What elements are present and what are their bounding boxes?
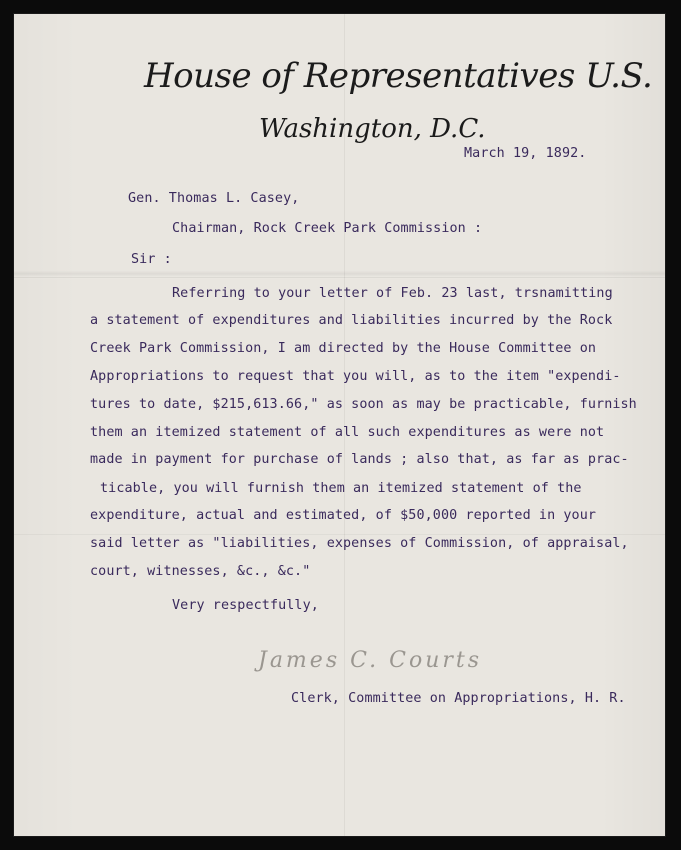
- body-line: ticable, you will furnish them an itemized statement of the: [100, 481, 582, 496]
- body-line: Referring to your letter of Feb. 23 last, trsnamitting: [172, 286, 613, 301]
- fold-crease-lower: [14, 534, 665, 535]
- body-line: Creek Park Commission, I am directed by the House Committee on: [90, 341, 597, 356]
- signer-title: Clerk, Committee on Appropriations, H. R.: [291, 691, 626, 706]
- complimentary-close: Very respectfully,: [172, 598, 319, 613]
- body-line: a statement of expenditures and liabilities incurred by the Rock: [90, 313, 613, 328]
- addressee-name: Gen. Thomas L. Casey,: [128, 191, 300, 206]
- body-line: Appropriations to request that you will, as to the item "expendi-: [90, 369, 621, 384]
- addressee-position: Chairman, Rock Creek Park Commission :: [172, 221, 483, 236]
- body-line: tures to date, $215,613.66," as soon as may be practicable, furnish: [90, 397, 637, 412]
- body-line: court, witnesses, &c., &c.": [90, 564, 311, 579]
- letter-date: March 19, 1892.: [464, 146, 587, 161]
- body-line: them an itemized statement of all such expenditures as were not: [90, 425, 605, 440]
- letterhead-title: House of Representatives U.S.: [144, 56, 653, 96]
- handwritten-signature: James C. Courts: [258, 648, 483, 673]
- letter-page: [14, 14, 665, 836]
- body-line: expenditure, actual and estimated, of $50,000 reported in your: [90, 508, 597, 523]
- fold-crease-upper: [14, 277, 665, 278]
- body-line: said letter as "liabilities, expenses of Commission, of appraisal,: [90, 536, 629, 551]
- letterhead-place: Washington, D.C.: [259, 114, 486, 144]
- greeting: Sir :: [131, 252, 172, 267]
- body-line: made in payment for purchase of lands ; also that, as far as prac-: [90, 452, 629, 467]
